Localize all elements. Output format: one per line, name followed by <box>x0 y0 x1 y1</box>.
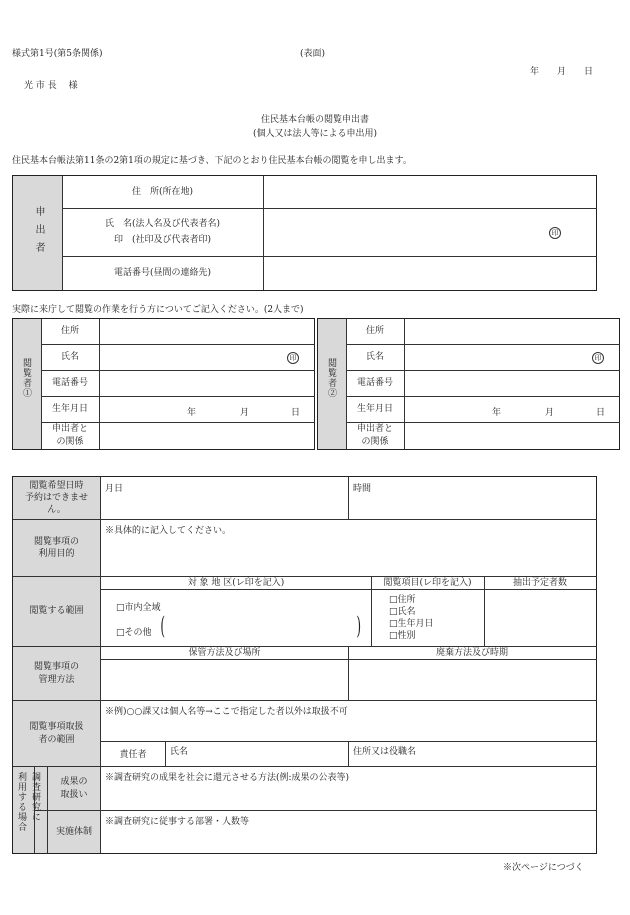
purpose-label-line2: 利用目的 <box>38 549 75 559</box>
applicant-section-label: 申出者 <box>33 206 44 260</box>
viewer1-phone-label: 電話番号 <box>51 377 88 388</box>
responsible-name-label: 氏名 <box>170 747 189 757</box>
area-all-checkbox[interactable]: □市内全域 <box>116 603 161 613</box>
viewer2-phone-label: 電話番号 <box>356 377 393 388</box>
form-number: 様式第1号(第5条関係) <box>12 49 103 59</box>
month-day-input[interactable] <box>101 490 347 518</box>
results-input[interactable] <box>101 782 596 809</box>
viewer2-year: 年 <box>492 408 502 418</box>
viewer1-relation-line1: 申出者と <box>51 424 88 435</box>
viewer2-month: 月 <box>545 408 555 418</box>
purpose-input[interactable] <box>101 535 596 575</box>
management-label-line2: 管理方法 <box>38 674 75 685</box>
responsible-address-label: 住所又は役職名 <box>353 747 417 757</box>
applicant-name-input[interactable] <box>263 208 596 256</box>
viewer1-name-label: 氏名 <box>60 351 79 362</box>
system-input[interactable] <box>101 826 596 852</box>
items-header: 閲覧項目(レ印を記入) <box>383 577 472 588</box>
viewer1-relation-line2: の関係 <box>56 436 84 447</box>
viewer1-month: 月 <box>240 408 250 418</box>
area-other-checkbox[interactable]: □その他 <box>116 628 152 638</box>
viewer1-name-input[interactable] <box>99 344 314 370</box>
storage-header: 保管方法及び場所 <box>188 647 261 658</box>
viewer2-phone-input[interactable] <box>404 370 619 396</box>
viewer2-seal-mark: 印 <box>592 352 604 364</box>
time-label: 時間 <box>353 484 372 494</box>
viewer1-address-label: 住所 <box>60 326 79 337</box>
form-subtitle: (個人又は法人等による申出用) <box>252 129 378 139</box>
datetime-label-line2: 予約はできませ <box>24 492 88 503</box>
area-header: 対 象 地 区(レ印を記入) <box>187 577 285 588</box>
applicant-name-label <box>62 208 263 256</box>
management-label <box>13 647 100 700</box>
disposal-header: 廃棄方法及び時期 <box>435 647 508 658</box>
applicant-name-label-line2: 印 (社印及び代表者印) <box>113 235 212 245</box>
research-label-outer: 利用する場合 <box>16 772 26 832</box>
addressee: 光 市 長 様 <box>24 81 78 91</box>
handlers-label-line2: 者の範囲 <box>38 734 75 745</box>
viewers-note: 実際に来庁して閲覧の作業を行う方についてご記入ください。(2人まで) <box>12 305 304 315</box>
viewer1-relation-label <box>41 422 99 449</box>
applicant-seal-mark: 印 <box>549 227 561 239</box>
item-birth-checkbox[interactable]: □生年月日 <box>389 619 434 629</box>
responsible-label: 責任者 <box>119 750 147 761</box>
disposal-input[interactable] <box>349 660 596 700</box>
viewer2-birth-label: 生年月日 <box>356 403 393 414</box>
page-side-label: (表面) <box>300 49 326 59</box>
right-bracket: ) <box>356 612 362 640</box>
research-label-inner: 調査研究に <box>30 772 40 822</box>
results-label <box>48 767 100 810</box>
datetime-label-line3: ん。 <box>47 505 66 516</box>
next-page-note: ※次ページにつづく <box>503 863 584 873</box>
viewer2-name-input[interactable] <box>404 344 619 370</box>
handlers-label <box>13 701 100 766</box>
datetime-label <box>13 477 100 519</box>
viewer2-day: 日 <box>596 408 606 418</box>
viewer1-birth-label: 生年月日 <box>51 403 88 414</box>
intro-text: 住民基本台帳法第11条の2第1項の規定に基づき、下記のとおり住民基本台帳の閲覧を申し出ます。 <box>12 156 412 166</box>
viewer2-relation-label <box>346 422 404 449</box>
count-header: 抽出予定者数 <box>512 577 567 588</box>
viewer2-relation-input[interactable] <box>404 422 619 449</box>
handlers-note: ※例)○○課又は個人名等→ここで指定した者以外は取扱不可 <box>105 707 348 717</box>
viewer1-address-input[interactable] <box>99 319 314 344</box>
system-label: 実施体制 <box>55 826 92 837</box>
results-label-line1: 成果の <box>60 777 88 788</box>
viewer1-relation-input[interactable] <box>99 422 314 449</box>
form-title: 住民基本台帳の閲覧申出書 <box>260 115 369 125</box>
viewer2-name-label: 氏名 <box>365 351 384 362</box>
viewer1-phone-input[interactable] <box>99 370 314 396</box>
area-other-input[interactable] <box>170 617 354 639</box>
datetime-label-line1: 閲覧希望日時 <box>29 480 84 491</box>
viewer2-relation-line1: 申出者と <box>356 424 393 435</box>
purpose-label-line1: 閲覧事項の <box>33 536 79 547</box>
item-address-checkbox[interactable]: □住所 <box>389 595 416 605</box>
storage-input[interactable] <box>101 660 347 700</box>
month-day-label: 月日 <box>105 484 124 494</box>
responsible-address-input[interactable] <box>349 754 596 766</box>
applicant-name-label-line1: 氏 名(法人名及び代表者名) <box>104 218 221 229</box>
applicant-phone-label: 電話番号(昼間の連絡先) <box>113 267 212 278</box>
viewer1-label: 閲覧者① <box>21 358 31 398</box>
results-note: ※調査研究の成果を社会に還元させる方法(例:成果の公表等) <box>105 773 350 783</box>
applicant-phone-input[interactable] <box>263 256 596 290</box>
viewer2-relation-line2: の関係 <box>361 436 389 447</box>
results-label-line2: 取扱い <box>60 789 88 800</box>
responsible-name-input[interactable] <box>166 754 347 766</box>
scope-label: 閲覧する範囲 <box>29 606 84 617</box>
viewer2-address-input[interactable] <box>404 319 619 344</box>
viewer1-seal-mark: 印 <box>287 352 299 364</box>
system-note: ※調査研究に従事する部署・人数等 <box>105 817 250 827</box>
applicant-address-input[interactable] <box>263 176 596 208</box>
viewer1-day: 日 <box>291 408 301 418</box>
count-input[interactable] <box>485 590 596 645</box>
purpose-label <box>13 520 100 576</box>
applicant-address-label: 住 所(所在地) <box>131 186 194 197</box>
purpose-note: ※具体的に記入してください。 <box>105 526 232 536</box>
management-label-line1: 閲覧事項の <box>33 662 79 673</box>
item-name-checkbox[interactable]: □氏名 <box>389 607 416 617</box>
time-input[interactable] <box>349 490 596 518</box>
left-bracket: ( <box>160 612 166 640</box>
handlers-label-line1: 閲覧事項取扱 <box>29 722 84 733</box>
viewer2-address-label: 住所 <box>365 326 384 337</box>
date-line[interactable]: 年 月 日 <box>530 67 594 77</box>
item-sex-checkbox[interactable]: □性別 <box>389 631 416 641</box>
viewer1-year: 年 <box>187 408 197 418</box>
viewer2-label: 閲覧者② <box>326 358 336 398</box>
